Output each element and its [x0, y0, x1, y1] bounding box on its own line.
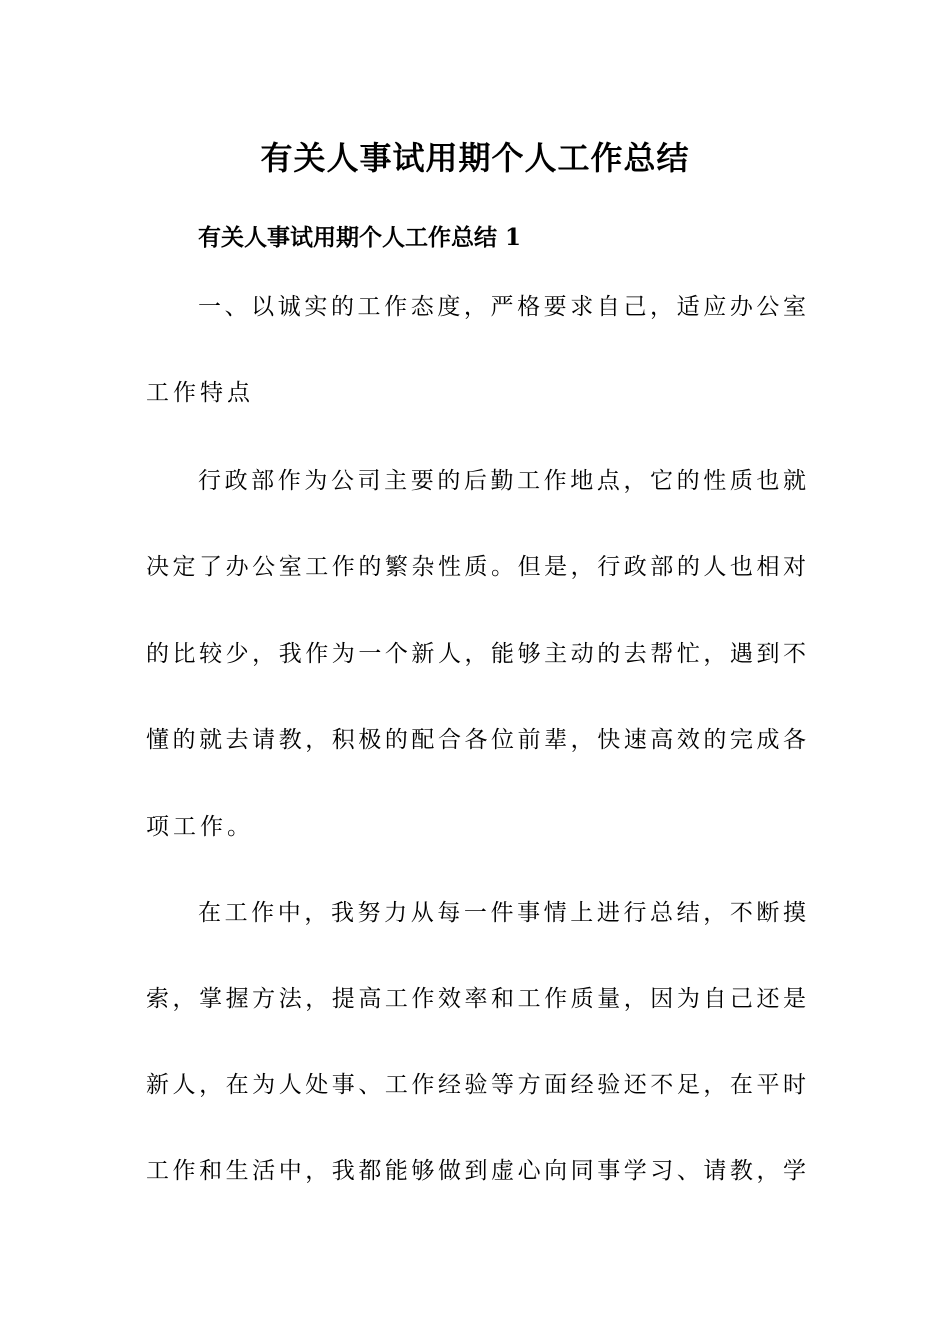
- section-heading: 有关人事试用期个人工作总结 1: [198, 224, 522, 251]
- paragraph-line: 在工作中，我努力从每一件事情上进行总结，不断摸: [198, 900, 806, 926]
- paragraph-line: 决定了办公室工作的繁杂性质。但是，行政部的人也相对: [146, 554, 806, 580]
- paragraph-line: 懂的就去请教，积极的配合各位前辈，快速高效的完成各: [146, 727, 806, 753]
- paragraph-line: 新人，在为人处事、工作经验等方面经验还不足，在平时: [146, 1072, 806, 1098]
- paragraph-line: 工作和生活中，我都能够做到虚心向同事学习、请教，学: [146, 1158, 806, 1184]
- paragraph-line: 一、以诚实的工作态度，严格要求自己，适应办公室: [198, 294, 806, 320]
- paragraph-line: 项工作。: [146, 814, 254, 840]
- paragraph-line: 索，掌握方法，提高工作效率和工作质量，因为自己还是: [146, 986, 806, 1012]
- paragraph-line: 工作特点: [146, 380, 254, 406]
- document-title: 有关人事试用期个人工作总结: [260, 139, 690, 177]
- paragraph-line: 行政部作为公司主要的后勤工作地点，它的性质也就: [198, 468, 806, 494]
- paragraph-line: 的比较少，我作为一个新人，能够主动的去帮忙，遇到不: [146, 641, 806, 667]
